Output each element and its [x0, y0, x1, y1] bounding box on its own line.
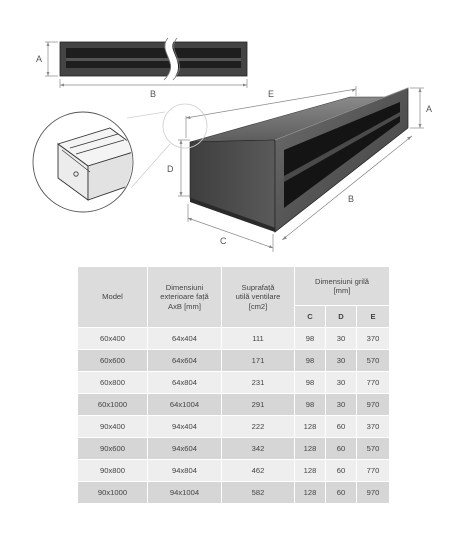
cell-model: 90x1000: [78, 482, 148, 504]
header-ventilation-surface: [222, 267, 295, 328]
cell-exterior: 94x404: [148, 416, 222, 438]
cell-surface: 291: [222, 394, 295, 416]
cell-d: 30: [326, 350, 357, 372]
cell-exterior: 94x1004: [148, 482, 222, 504]
cell-exterior: 94x804: [148, 460, 222, 482]
header-exterior-line1: Dimensiuni: [165, 282, 204, 292]
cell-exterior: 94x604: [148, 438, 222, 460]
label-e: E: [268, 89, 275, 99]
cell-surface: 462: [222, 460, 295, 482]
cell-e: 770: [357, 460, 390, 482]
cell-e: 570: [357, 350, 390, 372]
cell-c: 98: [295, 350, 326, 372]
cell-d: 30: [326, 328, 357, 350]
header-exterior-dimensions: [148, 267, 222, 328]
cell-exterior: 64x1004: [148, 394, 222, 416]
cell-surface: 231: [222, 372, 295, 394]
cell-model: 90x800: [78, 460, 148, 482]
cell-c: 128: [295, 482, 326, 504]
cell-d: 60: [326, 416, 357, 438]
cell-c: 98: [295, 394, 326, 416]
header-d: D: [326, 306, 357, 328]
cell-model: 90x400: [78, 416, 148, 438]
dimension-b-front: [60, 79, 247, 99]
cell-model: 60x800: [78, 372, 148, 394]
cell-surface: 111: [222, 328, 295, 350]
cell-e: 370: [357, 416, 390, 438]
cell-model: 90x600: [78, 438, 148, 460]
label-a-perspective: A: [426, 104, 433, 114]
perspective-view: [190, 88, 408, 232]
cell-c: 128: [295, 416, 326, 438]
cell-surface: 582: [222, 482, 295, 504]
cell-exterior: 64x804: [148, 372, 222, 394]
cell-exterior: 64x404: [148, 328, 222, 350]
header-e: E: [357, 306, 390, 328]
cell-surface: 222: [222, 416, 295, 438]
label-d: D: [167, 164, 174, 174]
cell-e: 370: [357, 328, 390, 350]
table-row: [78, 394, 390, 416]
table-row: [78, 328, 390, 350]
table-row: [78, 416, 390, 438]
dimension-a-perspective: [410, 88, 432, 128]
cell-d: 60: [326, 460, 357, 482]
cell-c: 128: [295, 438, 326, 460]
table-row: [78, 460, 390, 482]
cell-d: 60: [326, 438, 357, 460]
specifications-table: [77, 266, 390, 504]
header-grill-dimensions: [295, 267, 390, 306]
label-b-front: B: [150, 89, 157, 99]
cell-c: 98: [295, 328, 326, 350]
dimension-a-front: [36, 42, 58, 76]
header-exterior-line2: exterioare față: [160, 292, 209, 302]
header-surface-line3: [cm2]: [248, 301, 268, 311]
header-model: Model: [78, 267, 148, 328]
cell-e: 970: [357, 394, 390, 416]
cell-e: 970: [357, 482, 390, 504]
header-surface-line2: utilă ventilare: [235, 292, 281, 302]
label-b-perspective: B: [348, 194, 355, 204]
label-a-front: A: [36, 54, 43, 64]
cell-model: 60x600: [78, 350, 148, 372]
table-row: [78, 372, 390, 394]
cell-c: 98: [295, 372, 326, 394]
table-row: [78, 350, 390, 372]
cell-surface: 171: [222, 350, 295, 372]
cell-model: 60x400: [78, 328, 148, 350]
header-grill-line1: Dimensiuni grilă: [314, 276, 370, 286]
header-exterior-line3: AxB [mm]: [168, 301, 201, 311]
dimension-d: [167, 140, 190, 196]
header-grill-line2: [mm]: [333, 286, 351, 295]
label-c: C: [220, 236, 227, 246]
cell-exterior: 64x604: [148, 350, 222, 372]
cell-e: 770: [357, 372, 390, 394]
table-row: [78, 438, 390, 460]
cell-e: 570: [357, 438, 390, 460]
table-row: [78, 482, 390, 504]
cell-d: 60: [326, 482, 357, 504]
cell-c: 128: [295, 460, 326, 482]
technical-drawing: [0, 0, 463, 260]
cell-model: 60x1000: [78, 394, 148, 416]
cell-surface: 342: [222, 438, 295, 460]
front-view: [60, 38, 247, 80]
header-c: C: [295, 306, 326, 328]
cell-d: 30: [326, 372, 357, 394]
cell-d: 30: [326, 394, 357, 416]
header-surface-line1: Suprafață: [241, 282, 275, 292]
